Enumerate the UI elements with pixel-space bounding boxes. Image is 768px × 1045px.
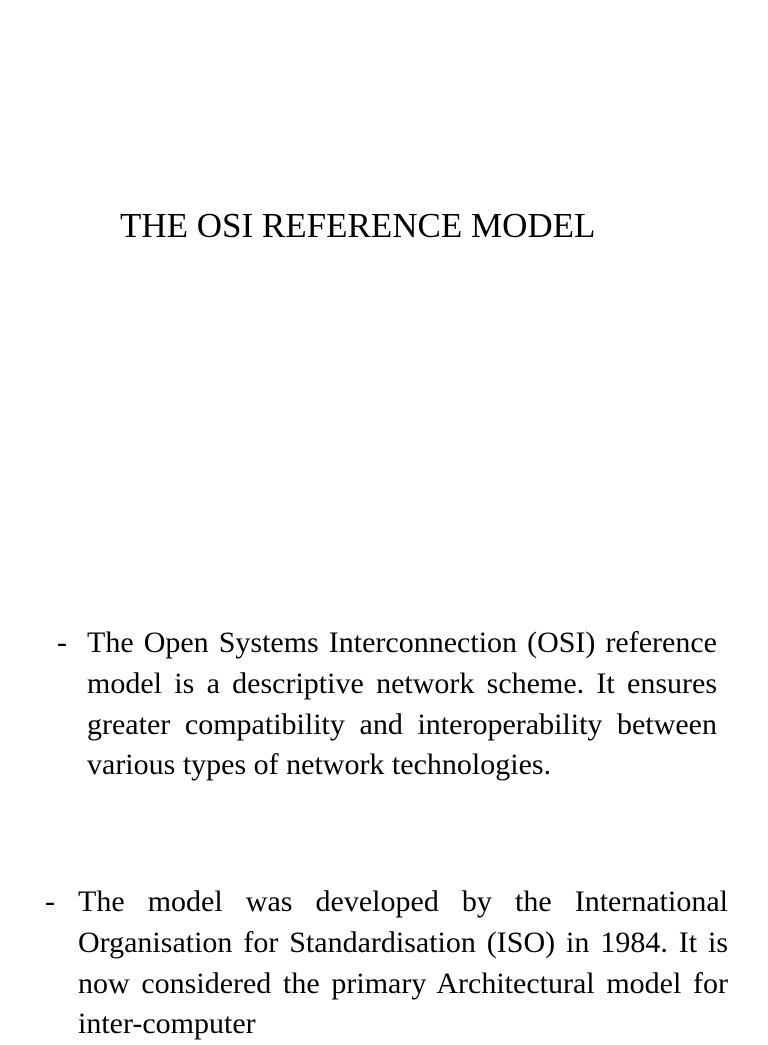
page-title: THE OSI REFERENCE MODEL	[120, 206, 596, 245]
bullet-dash: -	[57, 626, 67, 659]
paragraph-osi-history: The model was developed by the International Organisation for Standardisation (ISO) in 1984. It is now considered the primary Architectural model for inter-computer	[78, 885, 728, 1041]
bullet-dash: -	[45, 885, 55, 918]
paragraph-osi-definition: The Open Systems Interconnection (OSI) reference model is a descriptive network scheme. It ensures greater compatibility and interoperability between various types of network technologies.	[87, 626, 717, 782]
